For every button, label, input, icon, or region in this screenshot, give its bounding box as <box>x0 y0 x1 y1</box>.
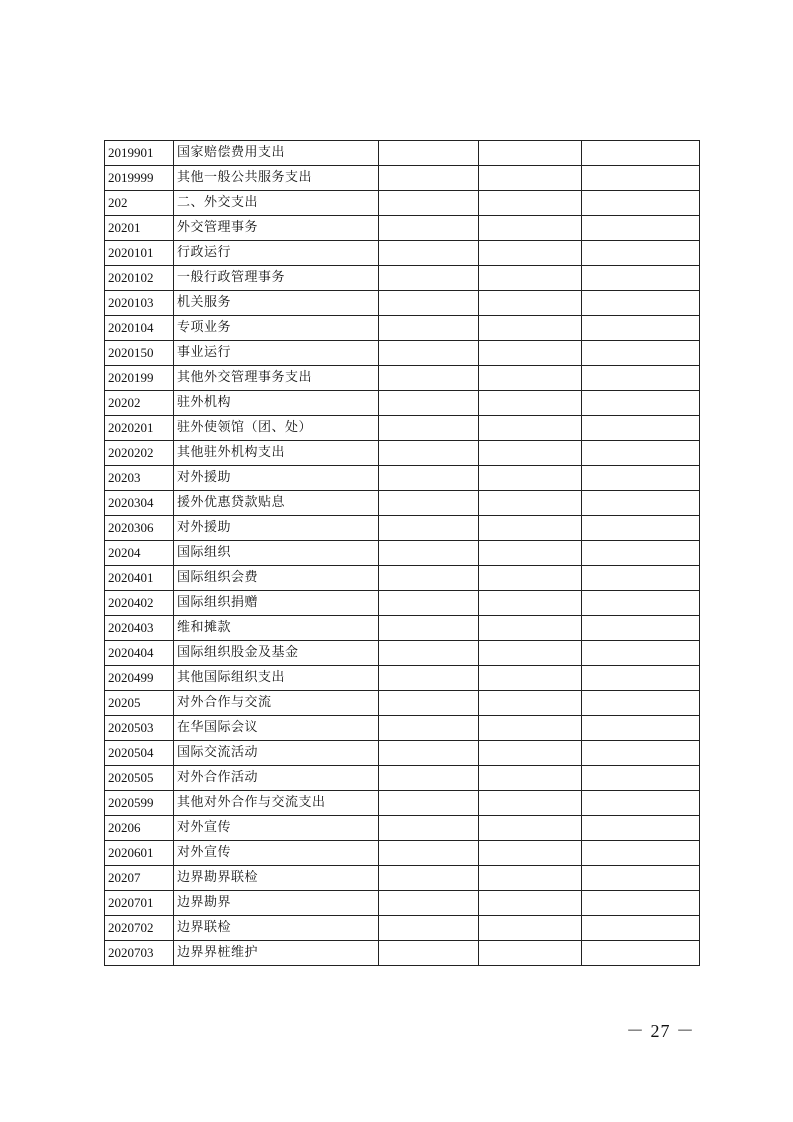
row-empty-cell <box>379 216 479 241</box>
row-empty-cell <box>379 666 479 691</box>
row-empty-cell <box>379 141 479 166</box>
row-name-cell: 国际组织捐赠 <box>174 591 379 616</box>
page-number: － 27 － <box>626 1021 695 1041</box>
row-code-cell: 2020201 <box>105 416 174 441</box>
row-empty-cell <box>379 591 479 616</box>
row-name-cell: 对外援助 <box>174 516 379 541</box>
row-empty-cell <box>379 891 479 916</box>
row-empty-cell <box>479 291 582 316</box>
row-empty-cell <box>379 291 479 316</box>
row-empty-cell <box>582 516 700 541</box>
row-name-cell: 边界联检 <box>174 916 379 941</box>
row-empty-cell <box>379 941 479 966</box>
row-empty-cell <box>379 866 479 891</box>
row-code-cell: 2020701 <box>105 891 174 916</box>
row-empty-cell <box>379 816 479 841</box>
row-empty-cell <box>379 916 479 941</box>
row-name-cell: 对外宣传 <box>174 816 379 841</box>
table-row <box>105 491 700 516</box>
row-empty-cell <box>379 741 479 766</box>
table-row <box>105 316 700 341</box>
row-name-cell: 外交管理事务 <box>174 216 379 241</box>
row-code-cell: 2020703 <box>105 941 174 966</box>
row-code-cell: 2020601 <box>105 841 174 866</box>
row-code-cell: 20201 <box>105 216 174 241</box>
row-empty-cell <box>479 666 582 691</box>
row-empty-cell <box>379 691 479 716</box>
row-name-cell: 二、外交支出 <box>174 191 379 216</box>
row-empty-cell <box>582 166 700 191</box>
table-row <box>105 366 700 391</box>
row-empty-cell <box>479 766 582 791</box>
row-empty-cell <box>582 616 700 641</box>
row-code-cell: 2020404 <box>105 641 174 666</box>
row-code-cell: 202 <box>105 191 174 216</box>
row-empty-cell <box>479 641 582 666</box>
table-row <box>105 466 700 491</box>
row-code-cell: 2020101 <box>105 241 174 266</box>
row-name-cell: 对外宣传 <box>174 841 379 866</box>
row-empty-cell <box>582 841 700 866</box>
row-name-cell: 驻外使领馆（团、处） <box>174 416 379 441</box>
row-name-cell: 边界勘界联检 <box>174 866 379 891</box>
table-row <box>105 541 700 566</box>
row-empty-cell <box>479 241 582 266</box>
table-row <box>105 791 700 816</box>
row-empty-cell <box>582 916 700 941</box>
table-row <box>105 641 700 666</box>
row-empty-cell <box>479 316 582 341</box>
row-code-cell: 2020199 <box>105 366 174 391</box>
row-empty-cell <box>582 541 700 566</box>
row-name-cell: 国际组织股金及基金 <box>174 641 379 666</box>
table-row <box>105 866 700 891</box>
row-empty-cell <box>479 891 582 916</box>
row-empty-cell <box>379 841 479 866</box>
row-name-cell: 援外优惠贷款贴息 <box>174 491 379 516</box>
table-row <box>105 591 700 616</box>
row-empty-cell <box>479 491 582 516</box>
row-empty-cell <box>379 516 479 541</box>
row-name-cell: 其他对外合作与交流支出 <box>174 791 379 816</box>
row-empty-cell <box>582 266 700 291</box>
row-name-cell: 其他一般公共服务支出 <box>174 166 379 191</box>
table-row <box>105 241 700 266</box>
row-empty-cell <box>379 191 479 216</box>
row-empty-cell <box>379 241 479 266</box>
table-row <box>105 666 700 691</box>
table-row <box>105 416 700 441</box>
row-empty-cell <box>479 591 582 616</box>
row-empty-cell <box>582 641 700 666</box>
row-empty-cell <box>479 366 582 391</box>
row-empty-cell <box>479 441 582 466</box>
table-row <box>105 616 700 641</box>
table-row <box>105 691 700 716</box>
table-row <box>105 216 700 241</box>
row-empty-cell <box>379 766 479 791</box>
row-empty-cell <box>582 866 700 891</box>
row-empty-cell <box>582 691 700 716</box>
row-empty-cell <box>379 441 479 466</box>
row-name-cell: 边界界桩维护 <box>174 941 379 966</box>
row-empty-cell <box>582 241 700 266</box>
row-empty-cell <box>479 191 582 216</box>
row-empty-cell <box>479 566 582 591</box>
row-code-cell: 2020402 <box>105 591 174 616</box>
table-row <box>105 391 700 416</box>
row-name-cell: 对外援助 <box>174 466 379 491</box>
table-row <box>105 516 700 541</box>
row-code-cell: 20205 <box>105 691 174 716</box>
row-empty-cell <box>582 816 700 841</box>
row-empty-cell <box>479 391 582 416</box>
row-empty-cell <box>582 316 700 341</box>
row-name-cell: 其他驻外机构支出 <box>174 441 379 466</box>
row-empty-cell <box>479 216 582 241</box>
row-empty-cell <box>582 391 700 416</box>
row-name-cell: 行政运行 <box>174 241 379 266</box>
row-empty-cell <box>379 541 479 566</box>
row-empty-cell <box>379 616 479 641</box>
row-empty-cell <box>582 216 700 241</box>
row-empty-cell <box>379 566 479 591</box>
row-name-cell: 国际组织 <box>174 541 379 566</box>
row-code-cell: 2020499 <box>105 666 174 691</box>
row-empty-cell <box>379 416 479 441</box>
row-empty-cell <box>479 941 582 966</box>
row-empty-cell <box>582 191 700 216</box>
row-name-cell: 在华国际会议 <box>174 716 379 741</box>
row-code-cell: 20206 <box>105 816 174 841</box>
row-empty-cell <box>582 491 700 516</box>
row-name-cell: 事业运行 <box>174 341 379 366</box>
table-row <box>105 841 700 866</box>
row-empty-cell <box>379 641 479 666</box>
row-empty-cell <box>582 141 700 166</box>
row-empty-cell <box>479 841 582 866</box>
row-empty-cell <box>479 141 582 166</box>
row-code-cell: 2020504 <box>105 741 174 766</box>
row-empty-cell <box>479 816 582 841</box>
row-code-cell: 2020401 <box>105 566 174 591</box>
row-code-cell: 2020505 <box>105 766 174 791</box>
table-row <box>105 566 700 591</box>
table-row <box>105 266 700 291</box>
row-empty-cell <box>582 366 700 391</box>
row-empty-cell <box>379 466 479 491</box>
row-empty-cell <box>479 866 582 891</box>
row-empty-cell <box>479 266 582 291</box>
row-code-cell: 2020702 <box>105 916 174 941</box>
row-name-cell: 国际交流活动 <box>174 741 379 766</box>
row-empty-cell <box>479 691 582 716</box>
table-row <box>105 191 700 216</box>
row-name-cell: 驻外机构 <box>174 391 379 416</box>
row-empty-cell <box>582 441 700 466</box>
row-code-cell: 2020304 <box>105 491 174 516</box>
row-empty-cell <box>479 541 582 566</box>
row-name-cell: 对外合作活动 <box>174 766 379 791</box>
row-empty-cell <box>479 791 582 816</box>
row-name-cell: 一般行政管理事务 <box>174 266 379 291</box>
row-empty-cell <box>379 391 479 416</box>
row-code-cell: 2020103 <box>105 291 174 316</box>
table-row <box>105 816 700 841</box>
table-row <box>105 441 700 466</box>
table-row <box>105 166 700 191</box>
row-name-cell: 机关服务 <box>174 291 379 316</box>
row-empty-cell <box>379 716 479 741</box>
row-empty-cell <box>582 416 700 441</box>
row-name-cell: 边界勘界 <box>174 891 379 916</box>
row-code-cell: 2020503 <box>105 716 174 741</box>
row-code-cell: 2020104 <box>105 316 174 341</box>
table-row <box>105 741 700 766</box>
table-row <box>105 891 700 916</box>
row-empty-cell <box>479 341 582 366</box>
row-empty-cell <box>379 316 479 341</box>
row-empty-cell <box>479 916 582 941</box>
table-row <box>105 916 700 941</box>
row-empty-cell <box>582 766 700 791</box>
row-name-cell: 国际组织会费 <box>174 566 379 591</box>
row-empty-cell <box>582 791 700 816</box>
table-row <box>105 716 700 741</box>
row-code-cell: 2020102 <box>105 266 174 291</box>
row-code-cell: 2020306 <box>105 516 174 541</box>
row-empty-cell <box>479 466 582 491</box>
row-code-cell: 20207 <box>105 866 174 891</box>
row-empty-cell <box>379 166 479 191</box>
row-code-cell: 20204 <box>105 541 174 566</box>
row-empty-cell <box>582 566 700 591</box>
table-row <box>105 291 700 316</box>
row-empty-cell <box>582 741 700 766</box>
row-code-cell: 2020202 <box>105 441 174 466</box>
row-empty-cell <box>479 716 582 741</box>
row-empty-cell <box>582 291 700 316</box>
row-code-cell: 2020403 <box>105 616 174 641</box>
row-code-cell: 2020150 <box>105 341 174 366</box>
row-empty-cell <box>582 341 700 366</box>
table-row <box>105 941 700 966</box>
row-empty-cell <box>379 791 479 816</box>
row-empty-cell <box>479 616 582 641</box>
row-empty-cell <box>479 741 582 766</box>
row-code-cell: 2020599 <box>105 791 174 816</box>
row-code-cell: 2019999 <box>105 166 174 191</box>
row-empty-cell <box>582 941 700 966</box>
row-code-cell: 20202 <box>105 391 174 416</box>
row-empty-cell <box>479 516 582 541</box>
table-row <box>105 766 700 791</box>
row-name-cell: 对外合作与交流 <box>174 691 379 716</box>
table-row <box>105 141 700 166</box>
row-code-cell: 20203 <box>105 466 174 491</box>
row-empty-cell <box>379 266 479 291</box>
table-row <box>105 341 700 366</box>
budget-table <box>104 140 700 966</box>
row-name-cell: 维和摊款 <box>174 616 379 641</box>
row-empty-cell <box>582 466 700 491</box>
row-code-cell: 2019901 <box>105 141 174 166</box>
row-empty-cell <box>582 891 700 916</box>
table-body <box>105 141 700 966</box>
row-empty-cell <box>582 716 700 741</box>
row-empty-cell <box>582 591 700 616</box>
row-empty-cell <box>479 416 582 441</box>
row-empty-cell <box>379 341 479 366</box>
row-empty-cell <box>479 166 582 191</box>
row-empty-cell <box>379 491 479 516</box>
row-empty-cell <box>379 366 479 391</box>
row-name-cell: 专项业务 <box>174 316 379 341</box>
row-name-cell: 其他国际组织支出 <box>174 666 379 691</box>
row-name-cell: 国家赔偿费用支出 <box>174 141 379 166</box>
row-empty-cell <box>582 666 700 691</box>
row-name-cell: 其他外交管理事务支出 <box>174 366 379 391</box>
